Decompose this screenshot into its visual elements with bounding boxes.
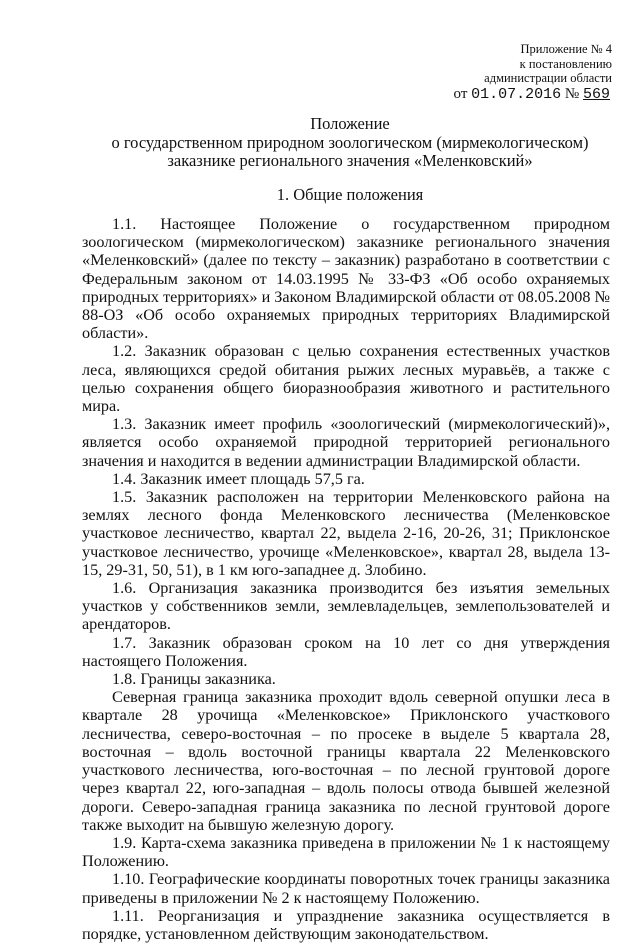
paragraph-1-1: 1.1. Настоящее Положение о государственном природном зоологическом (мирмекологическом) заказнике регионального значения «Меленковский» (далее по тексту – заказник) разработано в соответствии с Федеральным законом от 14.03.1995 № 33-ФЗ «Об особо охраняемых природных территориях» и Законом Владимирской области от 08.05.2008 № 88-ОЗ «Об особо охраняемых природных территориях Владимирской области». — [82, 215, 610, 343]
paragraph-1-3: 1.3. Заказник имеет профиль «зоологический (мирмекологический)», является особо охраняемой природной территорией регионального значения и находится в ведении администрации Владимирской области. — [82, 415, 610, 470]
order-number: 569 — [582, 86, 610, 103]
appendix-line-2: к постановлению — [519, 56, 612, 71]
title-line-1: Положение — [310, 114, 390, 133]
title-line-3: заказнике регионального значения «Меленковский» — [167, 151, 533, 170]
paragraph-boundaries: Северная граница заказника проходит вдоль северной опушки леса в квартале 28 урочища «Меленковское» Приклонского участкового лесничества, северо-восточная – по просеке в выделе 5 квартала 28, восточная – вдоль восточной границы квартала 22 Меленковского участкового лесничества, юго-восточная – по лесной грунтовой дороге через квартал 22, юго-западная – вдоль полосы отвода бывшей железной дороги. Северо-западная граница заказника по лесной грунтовой дороге также выходит на бывшую железную дорогу. — [82, 688, 610, 834]
order-reference — [454, 86, 610, 103]
order-number-sign: № — [564, 86, 580, 102]
paragraph-1-8: 1.8. Границы заказника. — [112, 670, 276, 689]
paragraph-1-9: 1.9. Карта-схема заказника приведена в приложении № 1 к настоящему Положению. — [82, 833, 610, 871]
paragraph-1-11: 1.11. Реорганизация и упразднение заказника осуществляется в порядке, установленном действующим законодательством. — [82, 906, 610, 943]
appendix-line-3: администрации области — [484, 71, 612, 85]
order-prefix: от — [453, 86, 468, 102]
section-title: 1. Общие положения — [276, 185, 424, 204]
paragraph-1-4: 1.4. Заказник имеет площадь 57,5 га. — [112, 469, 365, 488]
appendix-line-1: Приложение № 4 — [520, 42, 612, 56]
document-title — [80, 115, 620, 171]
paragraph-1-7: 1.7. Заказник образован сроком на 10 лет со дня утверждения настоящего Положения. — [82, 633, 610, 670]
document-body — [82, 215, 610, 943]
paragraph-1-2: 1.2. Заказник образован с целью сохранения естественных участков леса, являющихся средой обитания рыжих лесных муравьёв, а также с целью сохранения общего биоразнообразия животного и растительного мира. — [82, 342, 610, 416]
order-date: 01.07.2016 — [471, 86, 562, 103]
paragraph-1-10: 1.10. Географические координаты поворотных точек границы заказника приведены в приложении № 2 к настоящему Положению. — [82, 870, 610, 907]
paragraph-1-6: 1.6. Организация заказника производится без изъятия земельных участков у собственников земли, землевладельцев, землепользователей и арендаторов. — [82, 579, 610, 634]
appendix-header — [484, 42, 612, 86]
title-line-2: о государственном природном зоологическом (мирмекологическом) — [111, 132, 589, 152]
paragraph-1-5: 1.5. Заказник расположен на территории Меленковского района на землях лесного фонда Меленковского лесничества (Меленковское участковое лесничество, квартал 22, выдела 2-16, 20-26, 31; Приклонское участковое лесничество, урочище «Меленковское», квартал 28, выдела 13-15, 29-31, 50, 51), в 1 км юго-западнее д. Злобино. — [82, 488, 610, 579]
